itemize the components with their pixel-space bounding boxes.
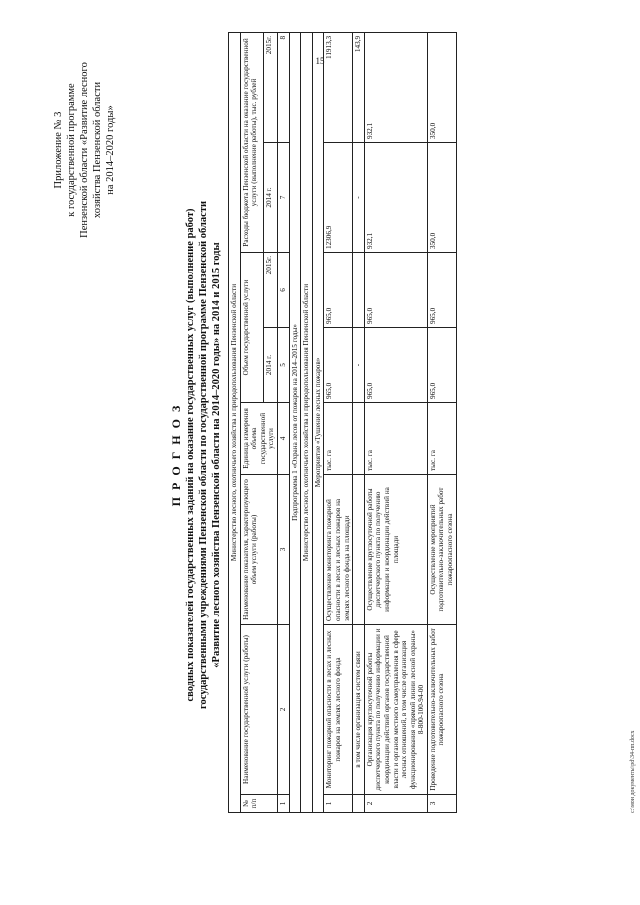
- row-num: 3: [427, 795, 456, 813]
- page-number: 15: [315, 56, 325, 66]
- table-row: [324, 32, 353, 812]
- table-row: [353, 32, 365, 812]
- heading-line: сводных показателей государственных заданий на оказание государственных услуг (выполнение работ): [185, 208, 196, 702]
- header-num: № п/п: [240, 795, 277, 813]
- appendix-line: на 2014–2020 годы»: [105, 105, 116, 195]
- heading-line: государственными учреждениями Пензенской области по государственной программе Пензенской области: [198, 200, 209, 710]
- row-unit: [353, 403, 365, 475]
- heading-line: «Развитие лесного хозяйства Пензенской области на 2014–2020 годы» на 2014 и 2015 годы: [211, 242, 222, 668]
- header-expenses: Расходы бюджета Пензенской области на оказание государственной услуги (выполнение работы), тыс. рублей: [240, 32, 264, 252]
- col-number: 3: [277, 475, 289, 625]
- header-year-2014-exp: 2014 г.: [264, 143, 278, 253]
- col-number: 8: [277, 32, 289, 142]
- row-indicator: Осуществление мероприятий подготовительно-заключительных работ пожароопасного сезона: [427, 475, 456, 625]
- appendix-line: хозяйства Пензенской области: [92, 81, 103, 219]
- subprogram-title: Подпрограмма 1 «Охрана лесов от пожаров на 2014–2015 годы»: [289, 32, 301, 812]
- row-indicator: [353, 475, 365, 625]
- row-expense-2014: -: [353, 143, 365, 253]
- ministry-header: Министерство лесного, охотничьего хозяйства и природопользования Пензенской области: [229, 32, 241, 812]
- header-indicator: Наименование показателя, характеризующего объем услуги (работы): [240, 475, 277, 625]
- row-indicator: Осуществление круглосуточной работы диспетчерского пункта по получению информации и координации действий на площади: [364, 475, 427, 625]
- appendix-line: к государственной программе: [66, 83, 77, 217]
- file-path-footer: с:\мои документы\pd\34-пп.docx: [630, 730, 636, 813]
- row-expense-2014: 12306,9: [324, 143, 353, 253]
- header-year-2014: 2014 г.: [264, 328, 278, 403]
- row-volume-2015: 965,0: [427, 253, 456, 328]
- col-number: 1: [277, 795, 289, 813]
- row-num: 1: [324, 795, 353, 813]
- row-expense-2015: 932,1: [364, 32, 427, 142]
- row-volume-2014: 965,0: [364, 328, 427, 403]
- row-service: Мониторинг пожарной опасности в лесах и лесных пожаров на землях лесного фонда: [324, 625, 353, 795]
- row-expense-2015: 350,0: [427, 32, 456, 142]
- table-header-row: [240, 32, 264, 812]
- row-num: 2: [364, 795, 427, 813]
- table-row-ministry-top: [229, 32, 241, 812]
- ministry-row: [301, 32, 313, 812]
- row-unit: тыс. га: [364, 403, 427, 475]
- forecast-table: [228, 32, 457, 813]
- document-heading: [170, 95, 223, 815]
- col-number: 6: [277, 253, 289, 328]
- subprogram-row: [289, 32, 301, 812]
- row-volume-2015: [353, 253, 365, 328]
- col-number: 4: [277, 403, 289, 475]
- row-expense-2014: 350,0: [427, 143, 456, 253]
- col-number: 7: [277, 143, 289, 253]
- col-number: 2: [277, 625, 289, 795]
- measure-title: Мероприятие «Тушение лесных пожаров»: [312, 32, 324, 812]
- table-row: [427, 32, 456, 812]
- row-volume-2015: 965,0: [364, 253, 427, 328]
- row-service: в том числе организация систем связи: [353, 625, 365, 795]
- header-volume: Объем государственной услуги: [240, 253, 264, 403]
- row-unit: тыс. га: [324, 403, 353, 475]
- row-volume-2014: -: [353, 328, 365, 403]
- row-unit: тыс. га: [427, 403, 456, 475]
- col-number: 5: [277, 328, 289, 403]
- document-title: П Р О Г Н О З: [169, 403, 183, 507]
- header-year-2015-exp: 2015г.: [264, 32, 278, 142]
- header-service: Наименование государственной услуги (работы): [240, 625, 277, 795]
- appendix-line: Пензенской области «Развитие лесного: [79, 62, 90, 238]
- appendix-line: Приложение № 3: [53, 111, 64, 189]
- appendix-block: [52, 35, 117, 265]
- row-indicator: Осуществление мониторинга пожарной опасности в лесах и лесных пожаров на землях лесного фонда на площади: [324, 475, 353, 625]
- row-service: Проведение подготовительно-заключительных работ пожароопасного сезона: [427, 625, 456, 795]
- table-row: [364, 32, 427, 812]
- row-expense-2015: 11913,3: [324, 32, 353, 142]
- measure-row: [312, 32, 324, 812]
- row-expense-2014: 932,1: [364, 143, 427, 253]
- header-year-2015: 2015г.: [264, 253, 278, 328]
- row-volume-2015: 965,0: [324, 253, 353, 328]
- header-unit: Единица измерения объема государственной услуги: [240, 403, 277, 475]
- row-volume-2014: 965,0: [324, 328, 353, 403]
- row-volume-2014: 965,0: [427, 328, 456, 403]
- row-expense-2015: 143,9: [353, 32, 365, 142]
- row-service: Организация круглосуточной работы диспетчерского пункта по получению информации и координации действий органов государственной власти и органов местного самоуправления в сфере лесных отношений, в том числе организация функционирования «прямой линии лесной охраны» 8-800-100-94-00: [364, 625, 427, 795]
- ministry-title: Министерство лесного, охотничьего хозяйства и природопользования Пензенской области: [301, 32, 313, 812]
- row-num: [353, 795, 365, 813]
- column-number-row: [277, 32, 289, 812]
